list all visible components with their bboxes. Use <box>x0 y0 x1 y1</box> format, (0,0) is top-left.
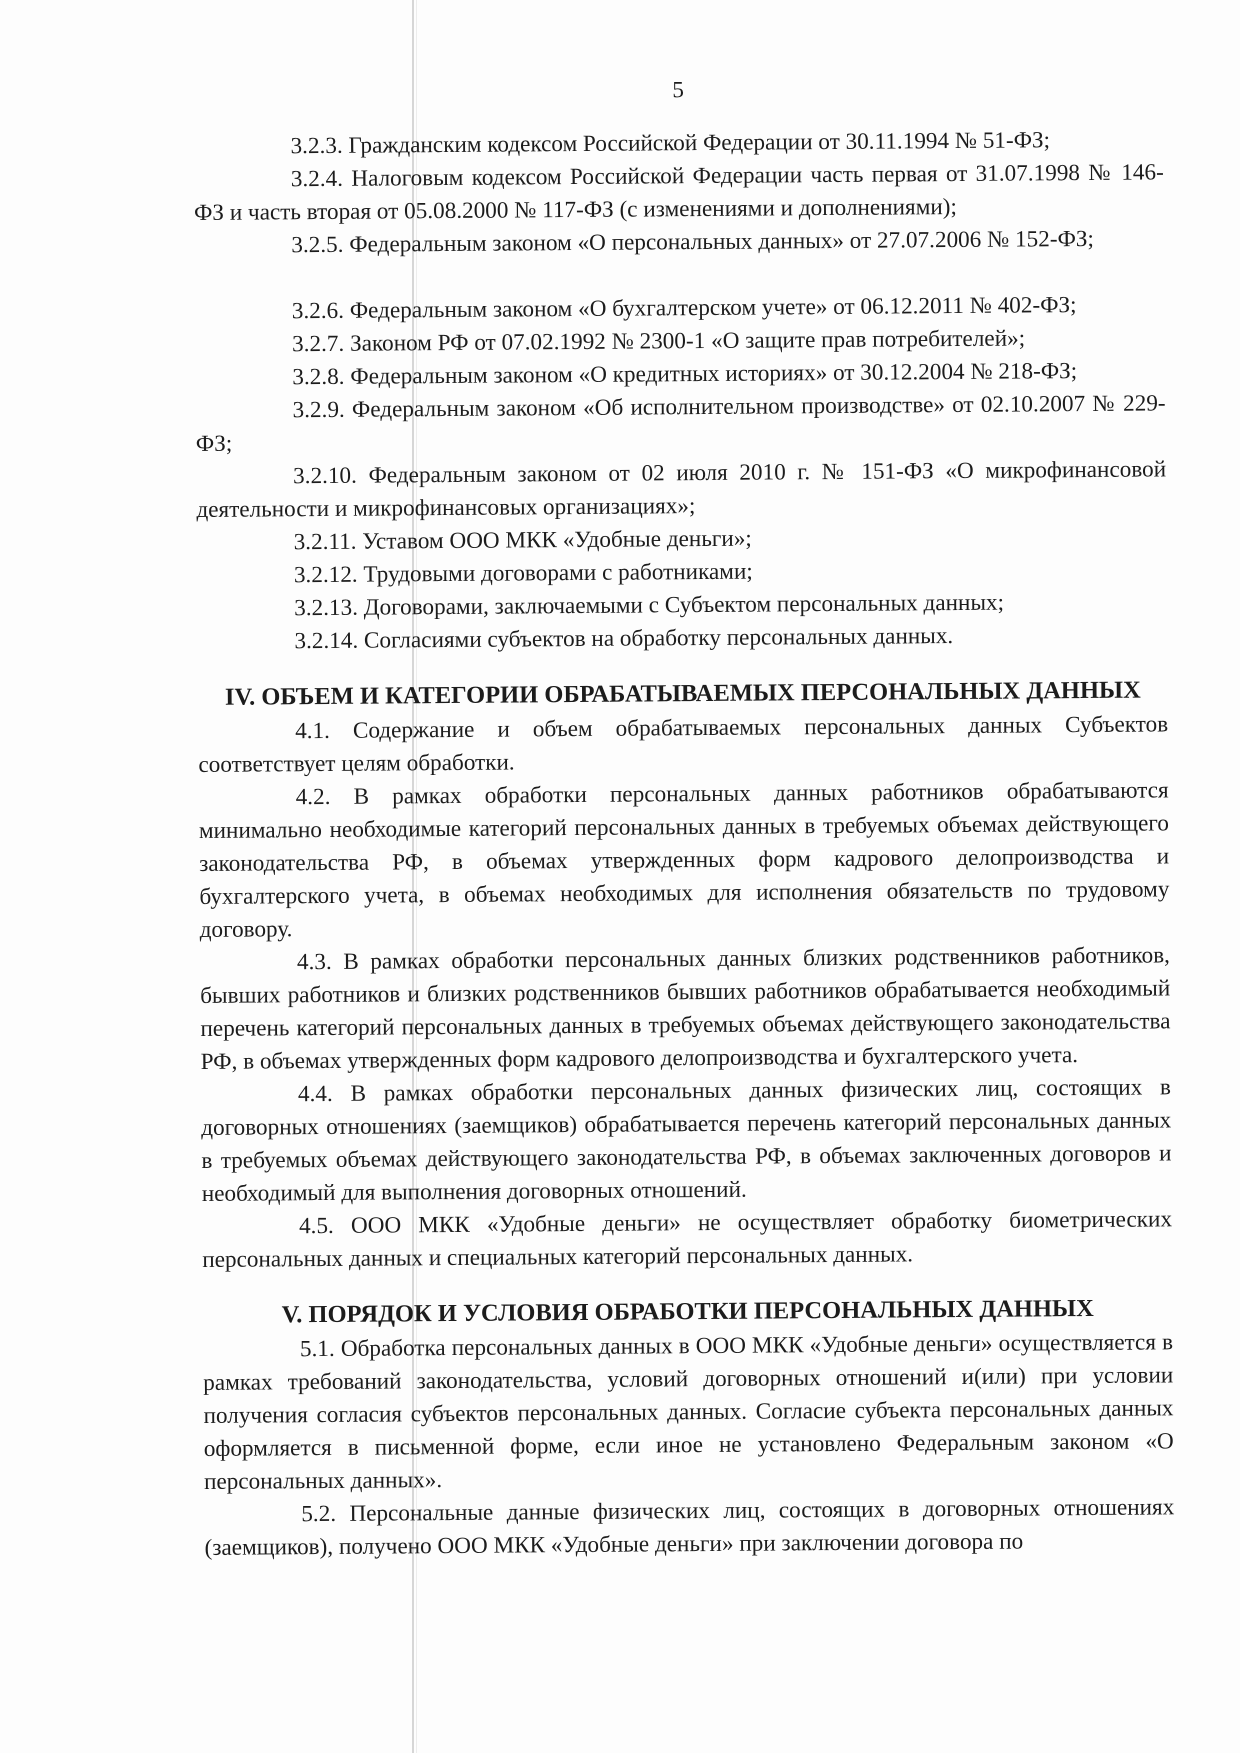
clause-3-2-9: 3.2.9. Федеральным законом «Об исполнительном производстве» от 02.10.2007 № 229-ФЗ; <box>195 390 1166 457</box>
clause-5-2: 5.2. Персональные данные физических лиц, состоящих в договорных отношениях (заемщиков), получено ООО МКК «Удобные деньги» при заключении договора по <box>204 1494 1175 1561</box>
clause-4-4: 4.4. В рамках обработки персональных данных физических лиц, состоящих в договорных отношениях (заемщиков) обрабатывается перечень категорий персональных данных в требуемых объемах действующего законодательства РФ, в объемах заключенных договоров и необходимый для выполнения договорных отношений. <box>201 1074 1172 1207</box>
section-4-heading: IV. ОБЪЕМ И КАТЕГОРИИ ОБРАБАТЫВАЕМЫХ ПЕРСОНАЛЬНЫХ ДАННЫХ <box>224 676 1141 711</box>
section-5-heading: V. ПОРЯДОК И УСЛОВИЯ ОБРАБОТКИ ПЕРСОНАЛЬНЫХ ДАННЫХ <box>281 1294 1094 1329</box>
clause-3-2-3: 3.2.3. Гражданским кодексом Российской Федерации от 30.11.1994 № 51-ФЗ; <box>290 127 1051 160</box>
clause-4-5: 4.5. ООО МКК «Удобные деньги» не осуществляет обработку биометрических персональных данных и специальных категорий персональных данных. <box>202 1206 1173 1273</box>
clause-3-2-10: 3.2.10. Федеральным законом от 02 июля 2010 г. № 151-ФЗ «О микрофинансовой деятельности и микрофинансовых организациях»; <box>196 456 1167 523</box>
clause-3-2-7: 3.2.7. Законом РФ от 07.02.1992 № 2300-1 «О защите прав потребителей»; <box>291 325 1026 358</box>
clause-5-1: 5.1. Обработка персональных данных в ООО МКК «Удобные деньги» осуществляется в рамках требований законодательства, условий договорных отношений и(или) при условии получения согласия субъектов персональных данных. Согласие субъекта персональных данных оформляется в письменной форме, если иное не установлено Федеральным законом «О персональных данных». <box>203 1329 1174 1495</box>
clause-3-2-4: 3.2.4. Налоговым кодексом Российской Федерации часть первая от 31.07.1998 № 146-ФЗ и часть вторая от 05.08.2000 № 117-ФЗ (с изменениями и дополнениями); <box>193 159 1164 226</box>
clause-3-2-6: 3.2.6. Федеральным законом «О бухгалтерском учете» от 06.12.2011 № 402-ФЗ; <box>291 292 1077 325</box>
clause-4-2: 4.2. В рамках обработки персональных данных работников обрабатываются минимально необходимые категорий персональных данных в требуемых объемах действующего законодательства РФ, в объемах утвержденных форм кадрового делопроизводства и бухгалтерского учета, в объемах необходимых для исполнения обязательств по трудовому договору. <box>198 777 1170 943</box>
clause-4-1: 4.1. Содержание и объем обрабатываемых персональных данных Субъектов соответствует целям обработки. <box>198 711 1169 778</box>
clause-3-2-14: 3.2.14. Согласиями субъектов на обработку персональных данных. <box>294 623 954 655</box>
clause-3-2-8: 3.2.8. Федеральным законом «О кредитных историях» от 30.12.2004 № 218-ФЗ; <box>292 358 1078 391</box>
page-content <box>193 70 1175 1565</box>
clause-3-2-13: 3.2.13. Договорами, заключаемыми с Субъектом персональных данных; <box>294 589 1005 622</box>
clause-3-2-11: 3.2.11. Уставом ООО МКК «Удобные деньги»; <box>293 525 752 556</box>
clause-3-2-5: 3.2.5. Федеральным законом «О персональных данных» от 27.07.2006 № 152-ФЗ; <box>291 225 1095 259</box>
clause-3-2-12: 3.2.12. Трудовыми договорами с работниками; <box>293 558 753 589</box>
page-number: 5 <box>672 77 685 104</box>
clause-4-3: 4.3. В рамках обработки персональных данных близких родственников работников, бывших работников и близких родственников бывших работников обрабатывается необходимый перечень категорий персональных данных в требуемых объемах действующего законодательства РФ, в объемах утвержденных форм кадрового делопроизводства и бухгалтерского учета. <box>200 942 1171 1075</box>
